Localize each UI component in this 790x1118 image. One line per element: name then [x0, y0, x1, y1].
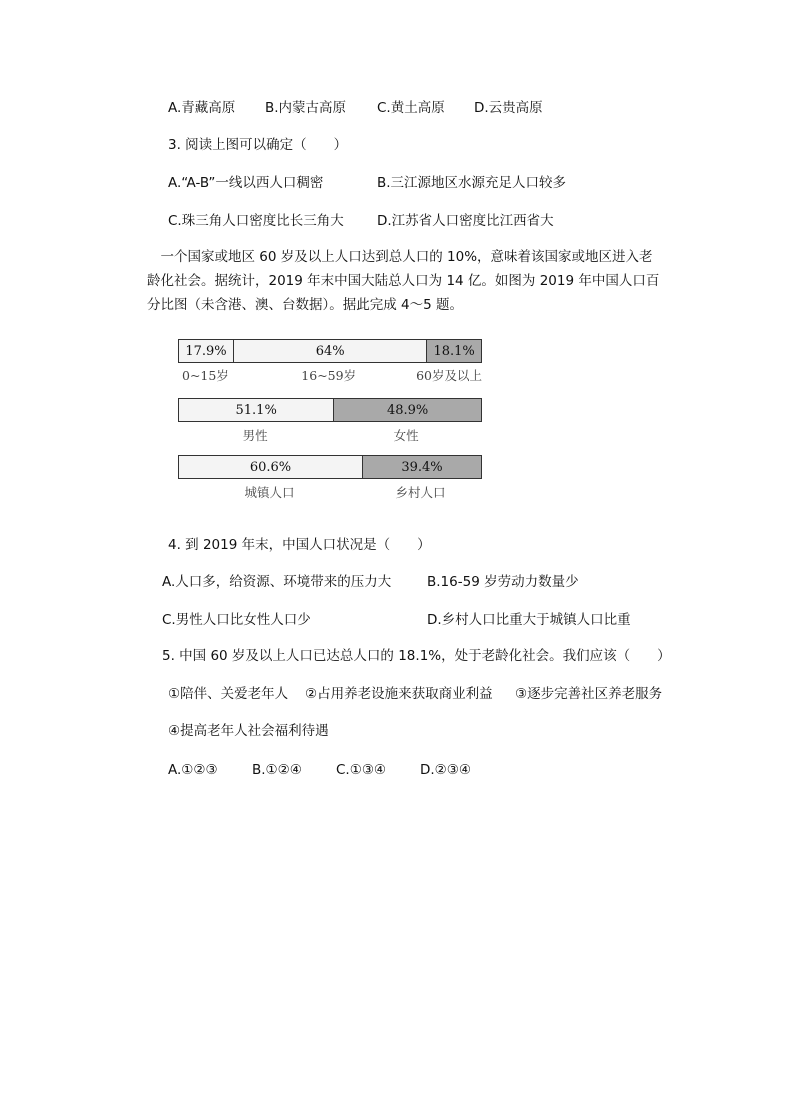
bar-segment: 60.6%: [179, 456, 362, 478]
bar-segment: 64%: [233, 340, 426, 362]
q2-option-b: B.内蒙古高原: [265, 100, 347, 116]
segment-label: 男性: [242, 428, 268, 443]
bar-segment: 18.1%: [426, 340, 481, 362]
q3-option-d: D.江苏省人口密度比江西省大: [377, 213, 554, 229]
q5-option-b: B.①②④: [252, 762, 302, 778]
gender-structure-bar: [178, 398, 482, 422]
bar-segment: 48.9%: [333, 399, 481, 421]
segment-label: 0~15岁: [182, 368, 229, 383]
segment-label: 16~59岁: [301, 368, 357, 383]
q3-option-c: C.珠三角人口密度比长三角大: [168, 213, 344, 229]
q5-item-2: ②占用养老设施来获取商业利益: [305, 686, 493, 702]
urban-rural-bar: [178, 455, 482, 479]
q5-stem: 5. 中国 60 岁及以上人口已达总人口的 18.1%，处于老龄化社会。我们应该（ ）: [162, 648, 671, 664]
q5-item-1: ①陪伴、关爱老年人: [168, 686, 289, 702]
q3-option-a: A.“A-B”一线以西人口稠密: [168, 175, 324, 191]
intro-paragraph: 一个国家或地区 60 岁及以上人口达到总人口的 10%，意味着该国家或地区进入老龄化社会。据统计，2019 年末中国大陆总人口为 14 亿。如图为 2019 年中国人口百分比图（未含港、澳、台数据）。据此完成 4～5 题。: [147, 249, 660, 313]
bar-segment: 39.4%: [362, 456, 481, 478]
q4-option-b: B.16-59 岁劳动力数量少: [427, 574, 579, 590]
q2-option-c: C.黄土高原: [377, 100, 445, 116]
q5-option-a: A.①②③: [168, 762, 218, 778]
bar-segment: 17.9%: [179, 340, 233, 362]
q3-stem: 3. 阅读上图可以确定（ ）: [168, 137, 348, 153]
segment-label: 城镇人口: [244, 485, 295, 500]
q5-item-4: ④提高老年人社会福利待遇: [168, 723, 329, 739]
q5-option-c: C.①③④: [336, 762, 387, 778]
segment-label: 女性: [393, 428, 419, 443]
q3-option-b: B.三江源地区水源充足人口较多: [377, 175, 567, 191]
population-percentage-chart: [178, 337, 484, 507]
q4-option-a: A.人口多，给资源、环境带来的压力大: [162, 574, 392, 590]
q5-option-d: D.②③④: [420, 762, 471, 778]
segment-label: 60岁及以上: [416, 368, 482, 383]
segment-label: 乡村人口: [395, 485, 446, 500]
q4-option-d: D.乡村人口比重大于城镇人口比重: [427, 612, 631, 628]
q2-option-d: D.云贵高原: [474, 100, 543, 116]
q4-option-c: C.男性人口比女性人口少: [162, 612, 311, 628]
bar-segment: 51.1%: [179, 399, 333, 421]
age-structure-bar: [178, 339, 482, 363]
q4-stem: 4. 到 2019 年末，中国人口状况是（ ）: [168, 537, 431, 553]
q5-item-3: ③逐步完善社区养老服务: [515, 686, 663, 702]
q2-option-a: A.青藏高原: [168, 100, 236, 116]
